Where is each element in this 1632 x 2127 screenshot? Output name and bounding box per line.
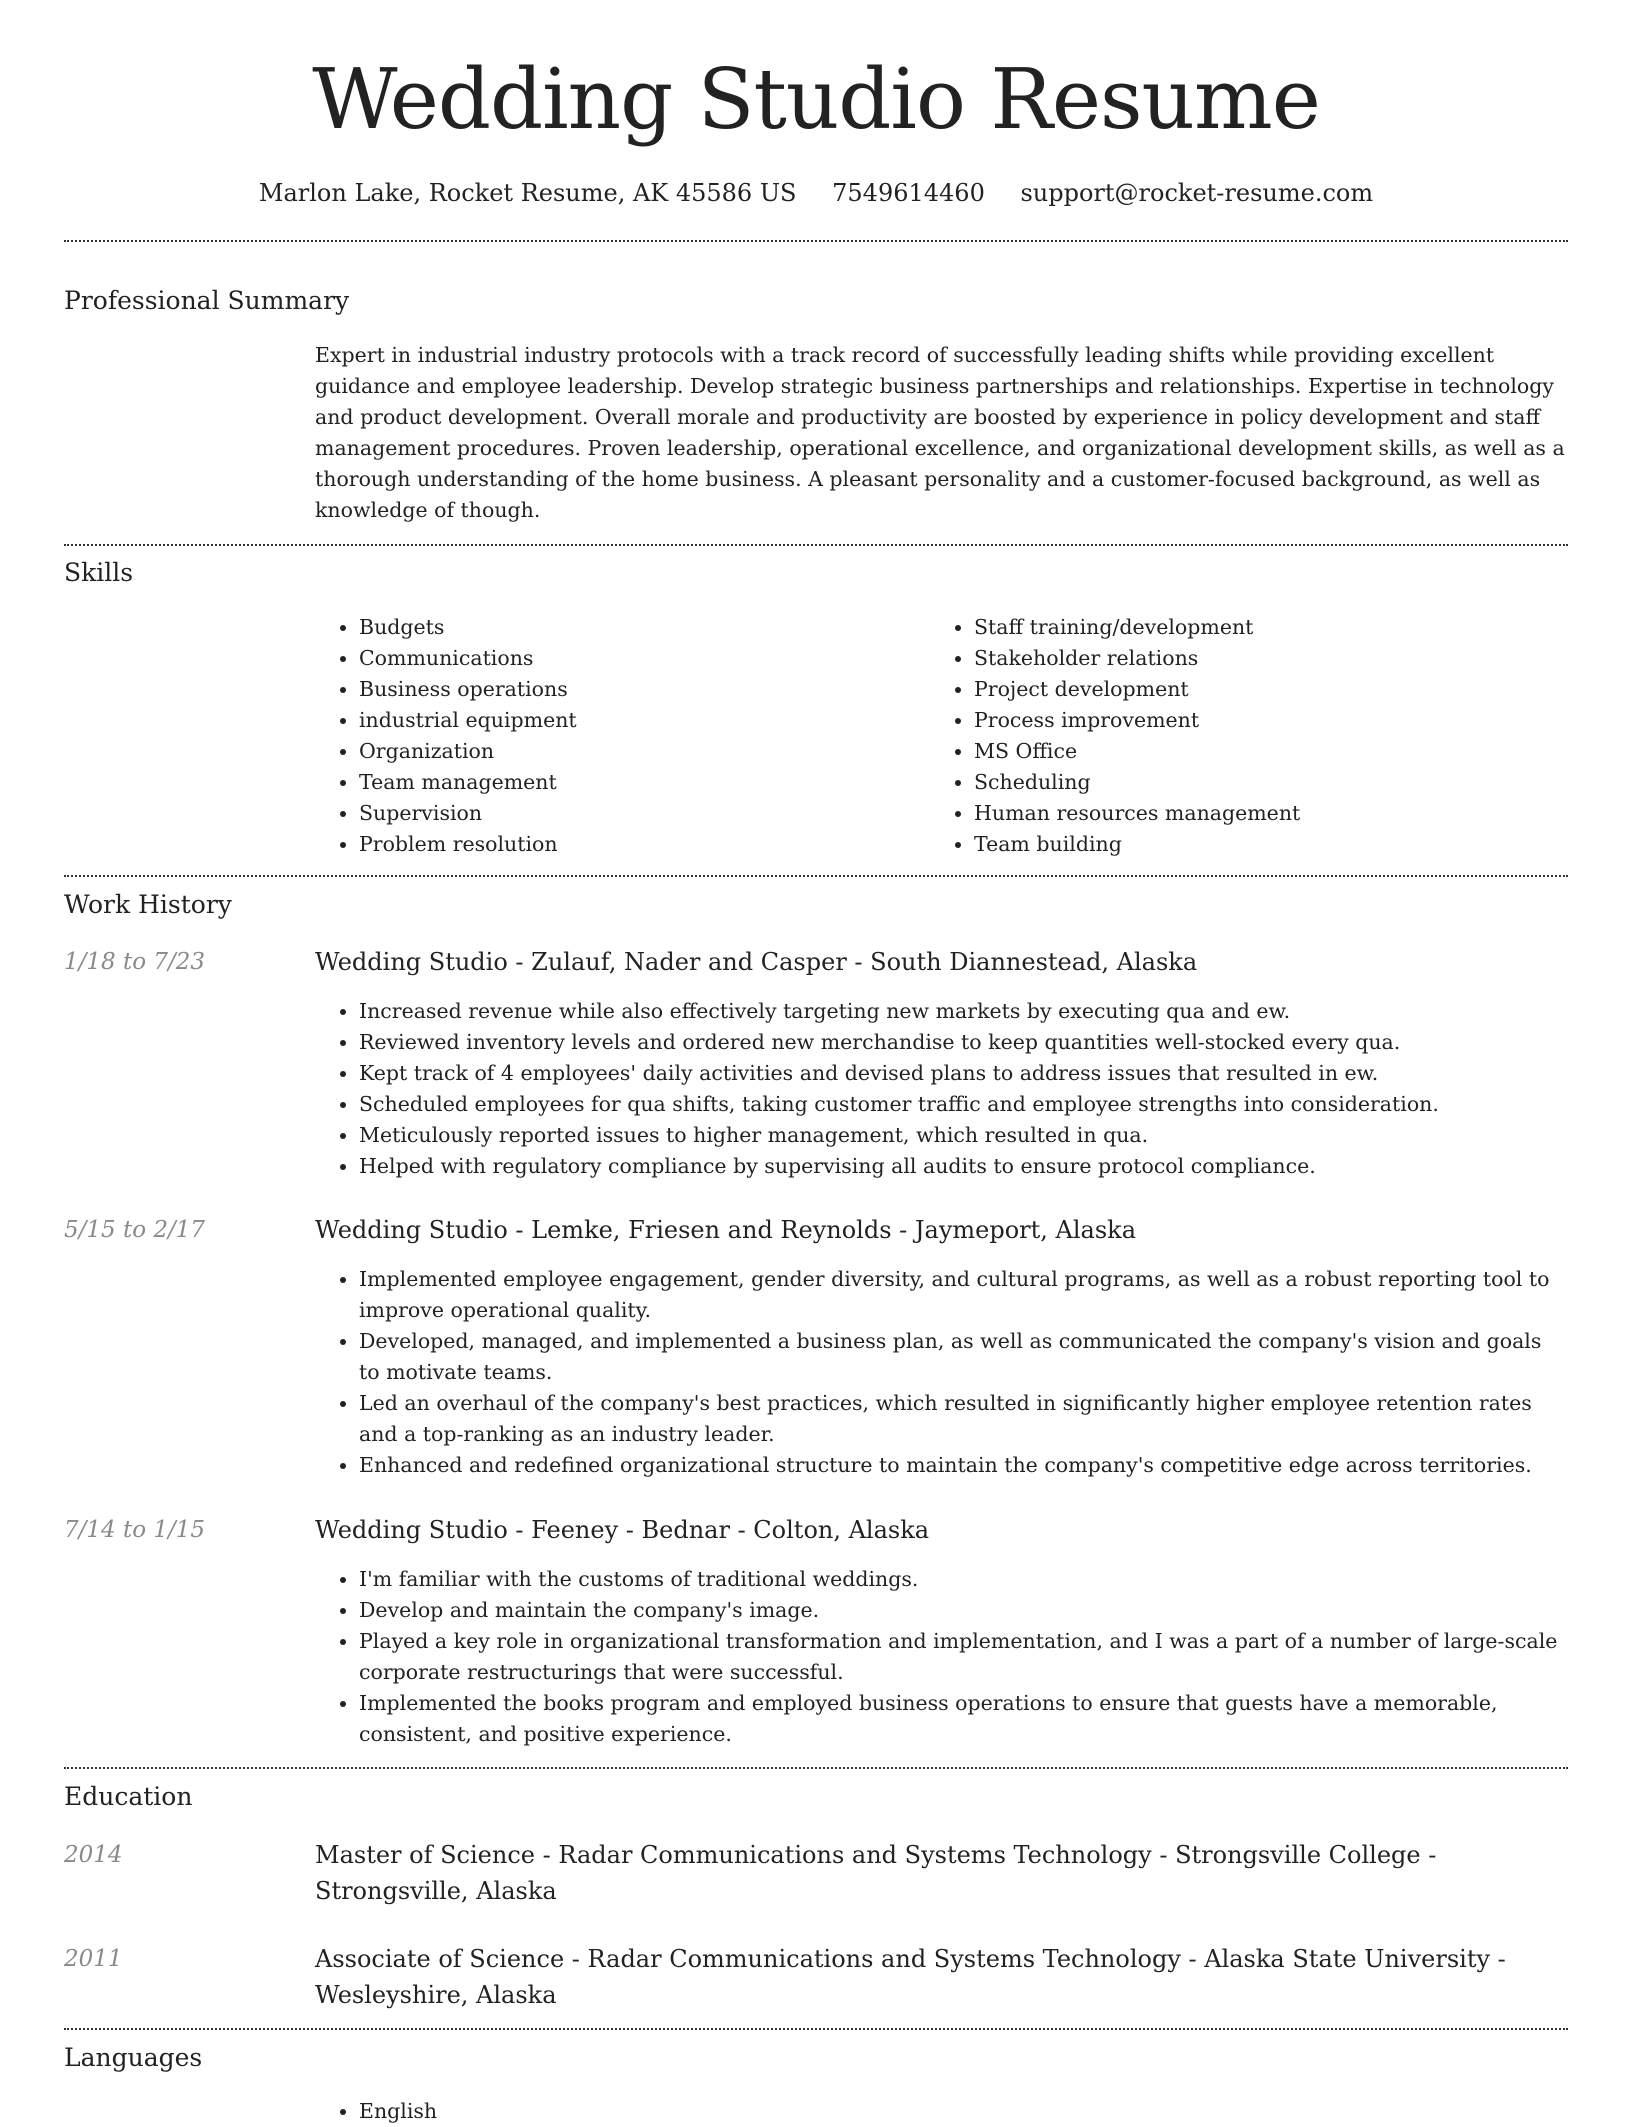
skill-item: • industrial equipment — [359, 705, 915, 736]
job-dates: 5/15 to 2/17 — [64, 1217, 206, 1243]
job-bullet: • Implemented the books program and employed business operations to ensure that guests have a memorable, consistent, and positive experience. — [359, 1688, 1568, 1750]
skills-column-right — [930, 612, 1530, 860]
skill-item: • Business operations — [359, 674, 915, 705]
skill-item: • Communications — [359, 643, 915, 674]
job-bullets — [315, 1264, 1568, 1481]
contact-phone: 7549614460 — [832, 179, 985, 207]
job-bullet: • Enhanced and redefined organizational structure to maintain the company's competitive edge across territories. — [359, 1450, 1568, 1481]
job-bullet: • I'm familiar with the customs of traditional weddings. — [359, 1564, 1568, 1595]
education-degree: Associate of Science - Radar Communications and Systems Technology — [315, 1945, 1181, 1973]
skill-item: • Organization — [359, 736, 915, 767]
education-entry — [315, 1837, 1515, 1909]
skill-item: • Staff training/development — [974, 612, 1530, 643]
education-year: 2011 — [64, 1946, 123, 1972]
job-dates: 7/14 to 1/15 — [64, 1517, 206, 1543]
skills-column-left — [315, 612, 915, 860]
job-bullet: • Developed, managed, and implemented a business plan, as well as communicated the company's vision and goals to motivate teams. — [359, 1326, 1568, 1388]
skill-item: • MS Office — [974, 736, 1530, 767]
section-divider — [64, 240, 1568, 242]
skills-heading: Skills — [64, 558, 134, 587]
languages-heading: Languages — [64, 2043, 203, 2072]
skill-item: • Team management — [359, 767, 915, 798]
summary-heading: Professional Summary — [64, 286, 350, 315]
skill-item: • Problem resolution — [359, 829, 915, 860]
skill-item: • Scheduling — [974, 767, 1530, 798]
contact-line — [0, 178, 1632, 208]
skill-item: • Process improvement — [974, 705, 1530, 736]
job-bullet: • Helped with regulatory compliance by supervising all audits to ensure protocol compliance. — [359, 1151, 1568, 1182]
education-heading: Education — [64, 1782, 193, 1811]
contact-email: support@rocket-resume.com — [1020, 179, 1374, 207]
work-history-heading: Work History — [64, 890, 232, 919]
job-heading: Wedding Studio - Zulauf, Nader and Casper - South Diannestead, Alaska — [315, 948, 1198, 976]
job-heading: Wedding Studio - Lemke, Friesen and Reynolds - Jaymeport, Alaska — [315, 1216, 1137, 1244]
contact-address: Marlon Lake, Rocket Resume, AK 45586 US — [258, 179, 797, 207]
section-divider — [64, 2028, 1568, 2030]
section-divider — [64, 875, 1568, 877]
skill-item: • Budgets — [359, 612, 915, 643]
section-divider — [64, 544, 1568, 546]
job-bullet: • Meticulously reported issues to higher management, which resulted in qua. — [359, 1120, 1568, 1151]
job-bullets — [315, 1564, 1568, 1750]
job-bullet: • Kept track of 4 employees' daily activities and devised plans to address issues that resulted in ew. — [359, 1058, 1568, 1089]
resume-title: Wedding Studio Resume — [312, 51, 1320, 148]
education-school: - Alaska State University - Wesleyshire, Alaska — [315, 1945, 1506, 2009]
job-bullet: • Increased revenue while also effectively targeting new markets by executing qua and ew. — [359, 996, 1568, 1027]
job-bullet: • Develop and maintain the company's image. — [359, 1595, 1568, 1626]
job-bullet: • Led an overhaul of the company's best practices, which resulted in significantly higher employee retention rates and a top-ranking as an industry leader. — [359, 1388, 1568, 1450]
education-year: 2014 — [64, 1842, 123, 1868]
language-item: • English — [359, 2096, 1568, 2127]
job-bullet: • Reviewed inventory levels and ordered new merchandise to keep quantities well-stocked every qua. — [359, 1027, 1568, 1058]
education-degree: Master of Science - Radar Communications and Systems Technology — [315, 1841, 1152, 1869]
skill-item: • Supervision — [359, 798, 915, 829]
skill-item: • Team building — [974, 829, 1530, 860]
section-divider — [64, 1767, 1568, 1769]
education-entry — [315, 1941, 1515, 2013]
job-bullets — [315, 996, 1568, 1182]
skill-item: • Project development — [974, 674, 1530, 705]
job-heading: Wedding Studio - Feeney - Bednar - Colton, Alaska — [315, 1516, 930, 1544]
education-school: - Strongsville College - Strongsville, Alaska — [315, 1841, 1437, 1905]
skill-item: • Stakeholder relations — [974, 643, 1530, 674]
job-bullet: • Played a key role in organizational transformation and implementation, and I was a part of a number of large-scale corporate restructurings that were successful. — [359, 1626, 1568, 1688]
resume-header — [0, 0, 1632, 208]
job-bullet: • Implemented employee engagement, gender diversity, and cultural programs, as well as a robust reporting tool to improve operational quality. — [359, 1264, 1568, 1326]
summary-text: Expert in industrial industry protocols with a track record of successfully leading shifts while providing excellent guidance and employee leadership. Develop strategic business partnerships and relationships. Expertise in technology and product development. Overall morale and productivity are boosted by experience in policy development and staff management procedures. Proven leadership, operational excellence, and organizational development skills, as well as a thorough understanding of the home business. A pleasant personality and a customer-focused background, as well as knowledge of though. — [315, 343, 1565, 522]
job-dates: 1/18 to 7/23 — [64, 949, 206, 975]
job-bullet: • Scheduled employees for qua shifts, taking customer traffic and employee strengths into consideration. — [359, 1089, 1568, 1120]
skill-item: • Human resources management — [974, 798, 1530, 829]
